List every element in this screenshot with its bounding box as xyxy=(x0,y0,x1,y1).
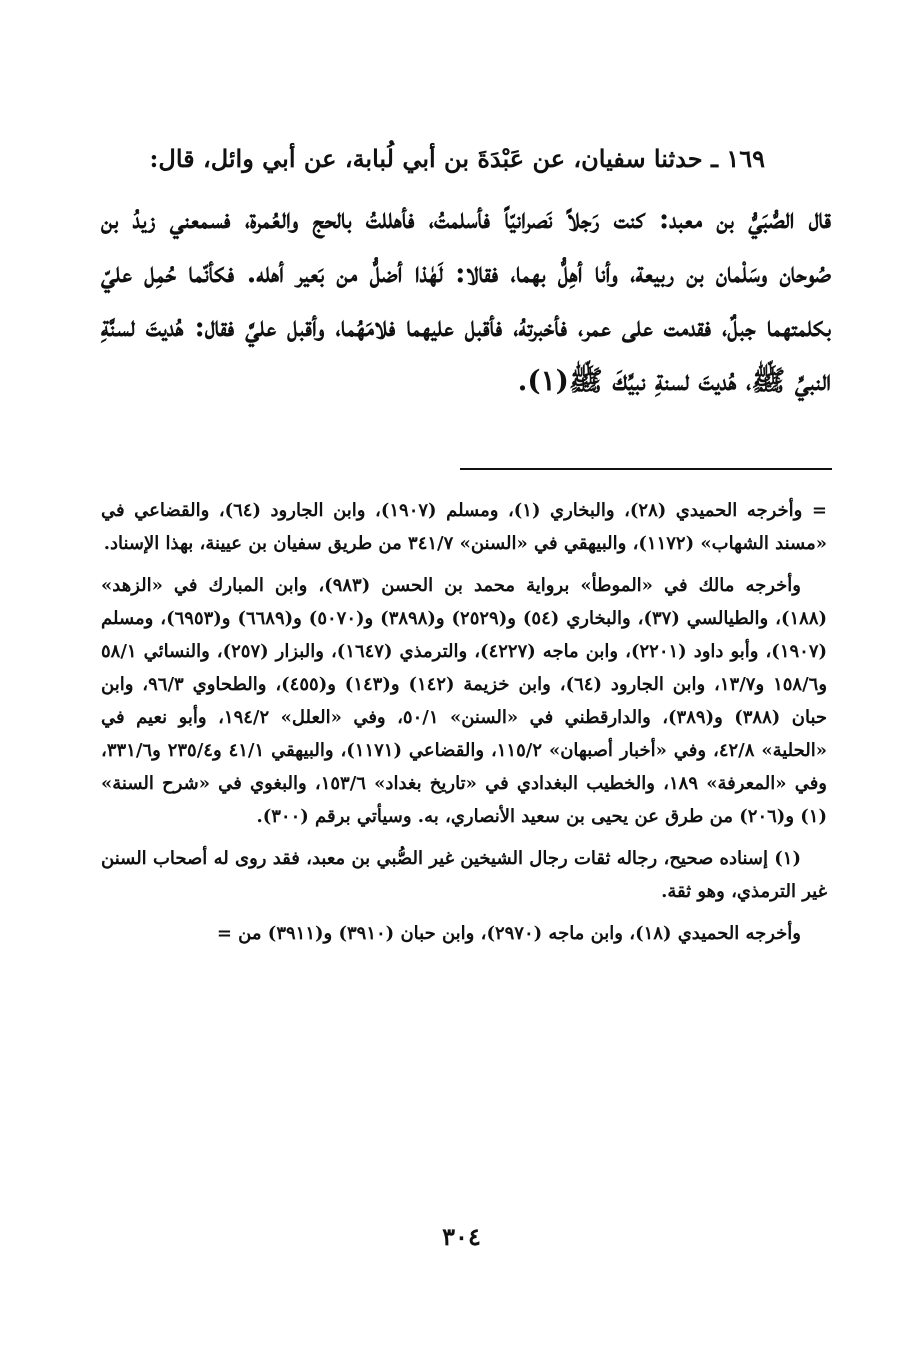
footnotes xyxy=(101,494,827,959)
footnote-paragraph: وأخرجه مالك في «الموطأ» برواية محمد بن الحسن (٩٨٣)، وابن المبارك في «الزهد» (١٨٨)، والطيالسي (٣٧)، والبخاري (٥٤) و(٢٥٢٩) و(٣٨٩٨) و(٥٠٧٠) و(٦٦٨٩) و(٦٩٥٣)، ومسلم (١٩٠٧)، وأبو داود (٢٢٠١)، وابن ماجه (٤٢٢٧)، والترمذي (١٦٤٧)، والبزار (٢٥٧)، والنسائي ٥٨/١ و١٥٨/٦ و١٣/٧، وابن الجارود (٦٤)، وابن خزيمة (١٤٢) و(١٤٣) و(٤٥٥)، والطحاوي ٩٦/٣، وابن حبان (٣٨٨) و(٣٨٩)، والدارقطني في «السنن» ٥٠/١، وفي «العلل» ١٩٤/٢، وأبو نعيم في «الحلية» ٤٢/٨، وفي «أخبار أصبهان» ١١٥/٢، والقضاعي (١١٧١)، والبيهقي ٤١/١ و٢٣٥/٤ و٣٣١/٦، وفي «المعرفة» ١٨٩، والخطيب البغدادي في «تاريخ بغداد» ١٥٣/٦، والبغوي في «شرح السنة» (١) و(٢٠٦) من طرق عن يحيى بن سعيد الأنصاري، به. وسيأتي برقم (٣٠٠). xyxy=(101,575,828,827)
footnote-paragraph: وأخرجه الحميدي (١٨)، وابن ماجه (٢٩٧٠)، وابن حبان (٣٩١٠) و(٣٩١١) من = xyxy=(216,923,801,944)
hadith-heading: ١٦٩ ـ حدثنا سفيان، عن عَبْدَةَ بن أبي لُبابة، عن أبي وائل، قال: xyxy=(149,144,765,173)
hadith-text: قال الصُّبَيُّ بن معبد: كنت رَجلاً نَصرانيّاً فأسلمتُ، فأهللتُ بالحج والعُمرة، فسمعني زيدُ بن صُوحان وسَلْمان بن ربيعة، وأنا أهِلُّ بهما، فقالا: لَهٰذا أضلُّ من بَعير أهله. فكأنّما حُمِل عليّ بكلمتهما جبلٌ، فقدمت على عمر، فأخبرتهُ، فأقبل عليهما فلامَهُما، وأقبل عليَّ فقال: هُديتَ لسنَّةِ النبيِّ ﷺ، هُديتَ لسنةِ نبيِّكَ ﷺ(١). xyxy=(101,202,832,397)
footnote-paragraph: (١) إسناده صحيح، رجاله ثقات رجال الشيخين غير الصُّبي بن معبد، فقد روى له أصحاب السنن غير الترمذي، وهو ثقة. xyxy=(101,848,827,902)
footnote-paragraph: = وأخرجه الحميدي (٢٨)، والبخاري (١)، ومسلم (١٩٠٧)، وابن الجارود (٦٤)، والقضاعي في «مسند الشهاب» (١١٧٢)، والبيهقي في «السنن» ٣٤١/٧ من طريق سفيان بن عيينة، بهذا الإسناد. xyxy=(101,500,827,554)
page-number: ٣٠٤ xyxy=(442,1222,481,1251)
footnote-divider xyxy=(460,468,832,470)
